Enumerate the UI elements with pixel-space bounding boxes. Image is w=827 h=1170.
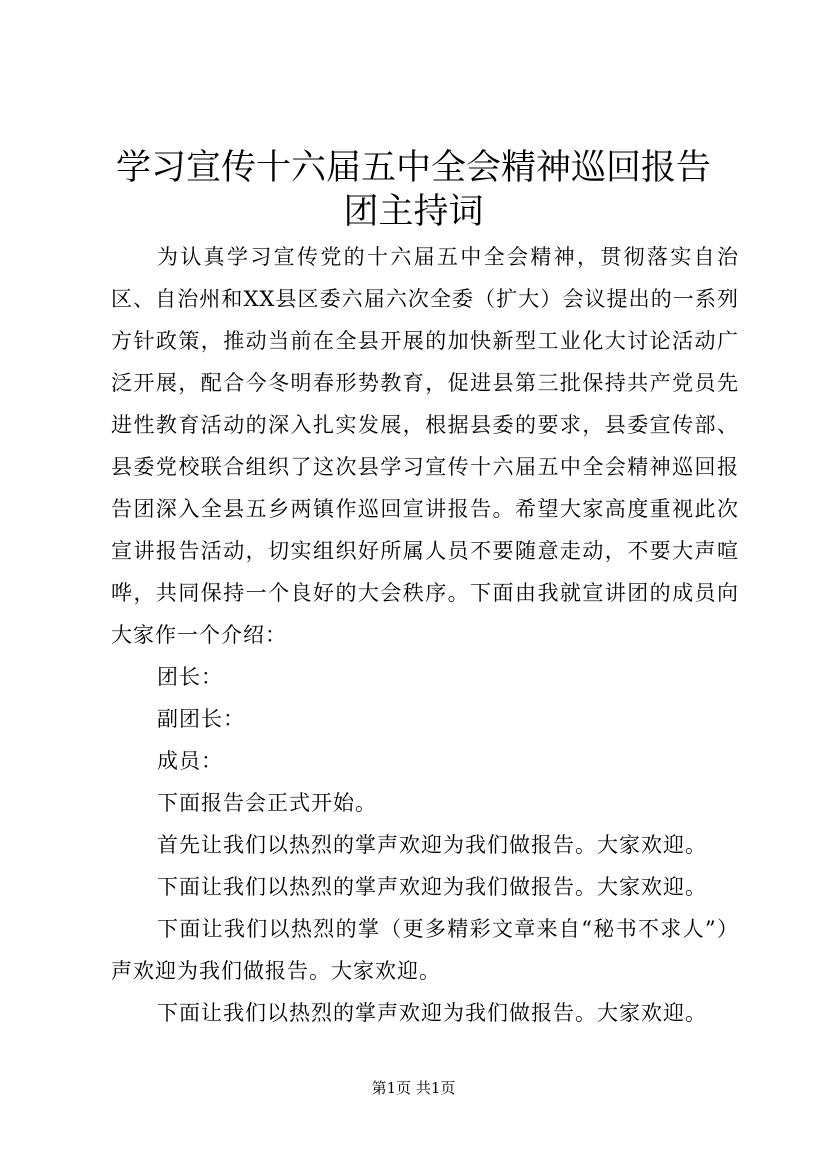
paragraph-welcome-third: 下面让我们以热烈的掌（更多精彩文章来自“秘书不求人”）声欢迎为我们做报告。大家欢迎。 (111, 917, 739, 983)
paragraph-intro: 为认真学习宣传党的十六届五中全会精神，贯彻落实自治区、自治州和XX县区委六届六次全委（扩大）会议提出的一系列方针政策，推动当前在全县开展的加快新型工业化大讨论活动广泛开展，配合今冬明春形势教育，促进县第三批保持共产党员先进性教育活动的深入扎实发展，根据县委的要求，县委宣传部、县委党校联合组织了这次县学习宣传十六届五中全会精神巡回报告团深入全县五乡两镇作巡回宣讲报告。希望大家高度重视此次宣讲报告活动，切实组织好所属人员不要随意走动，不要大声喧哗，共同保持一个良好的大会秩序。下面由我就宣讲团的成员向大家作一个介绍： (111, 245, 739, 647)
document-body (111, 236, 739, 1034)
page-footer: 第1页 共1页 (371, 1079, 456, 1097)
paragraph-welcome-first: 首先让我们以热烈的掌声欢迎为我们做报告。大家欢迎。 (157, 833, 707, 857)
paragraph-welcome-second: 下面让我们以热烈的掌声欢迎为我们做报告。大家欢迎。 (157, 875, 707, 899)
paragraph-start: 下面报告会正式开始。 (157, 791, 377, 815)
paragraph-members: 成员： (157, 749, 223, 773)
paragraph-welcome-fourth: 下面让我们以热烈的掌声欢迎为我们做报告。大家欢迎。 (157, 1001, 707, 1025)
paragraph-leader: 团长： (157, 665, 223, 689)
paragraph-deputy-leader: 副团长： (157, 707, 245, 731)
document-title: 学习宣传十六届五中全会精神巡回报告团主持词 (115, 148, 711, 232)
